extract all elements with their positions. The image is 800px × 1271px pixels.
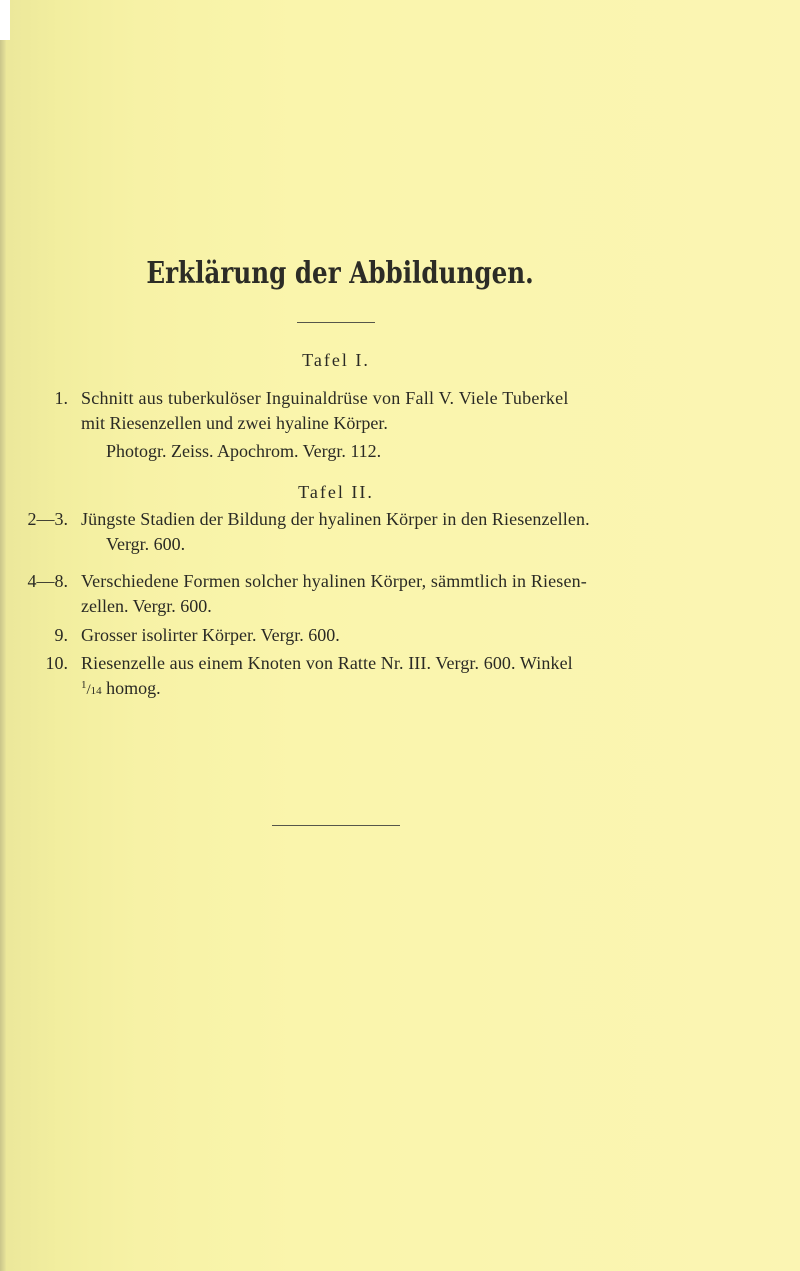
entry-number: 2—3. — [27, 509, 68, 529]
entry-line: Riesenzelle aus einem Knoten von Ratte Nr. III. Vergr. 600. Winkel — [81, 653, 573, 673]
closing-divider — [272, 825, 400, 826]
plate-heading-1: Tafel I. — [302, 350, 370, 370]
entry-line: Jüngste Stadien der Bildung der hyalinen Körper in den Riesenzellen. — [81, 509, 590, 529]
page-title: Erklärung der Abbildungen. — [146, 256, 534, 291]
entry-line-rest: homog. — [101, 678, 161, 698]
plate-heading-2: Tafel II. — [298, 482, 374, 502]
entry-number: 1. — [54, 388, 68, 408]
entry-number: 10. — [45, 653, 68, 673]
fraction-denominator: 14 — [90, 685, 102, 697]
title-divider — [297, 322, 375, 323]
entry-line: zellen. Vergr. 600. — [81, 596, 212, 616]
entry-line: Verschiedene Formen solcher hyalinen Körper, sämmtlich in Riesen- — [81, 571, 587, 591]
entry-line: mit Riesenzellen und zwei hyaline Körper. — [81, 413, 388, 433]
fraction-numerator: 1 — [81, 679, 87, 691]
entry-number: 9. — [54, 625, 68, 645]
page-corner — [0, 0, 10, 40]
entry-line: Schnitt aus tuberkulöser Inguinaldrüse von Fall V. Viele Tuberkel — [81, 388, 569, 408]
entry-number: 4—8. — [27, 571, 68, 591]
entry-line: Grosser isolirter Körper. Vergr. 600. — [81, 625, 340, 645]
entry-note: Photogr. Zeiss. Apochrom. Vergr. 112. — [106, 441, 382, 461]
entry-line-fraction: $^1$/14 homog. — [81, 678, 161, 698]
entry-line: Vergr. 600. — [106, 534, 186, 554]
